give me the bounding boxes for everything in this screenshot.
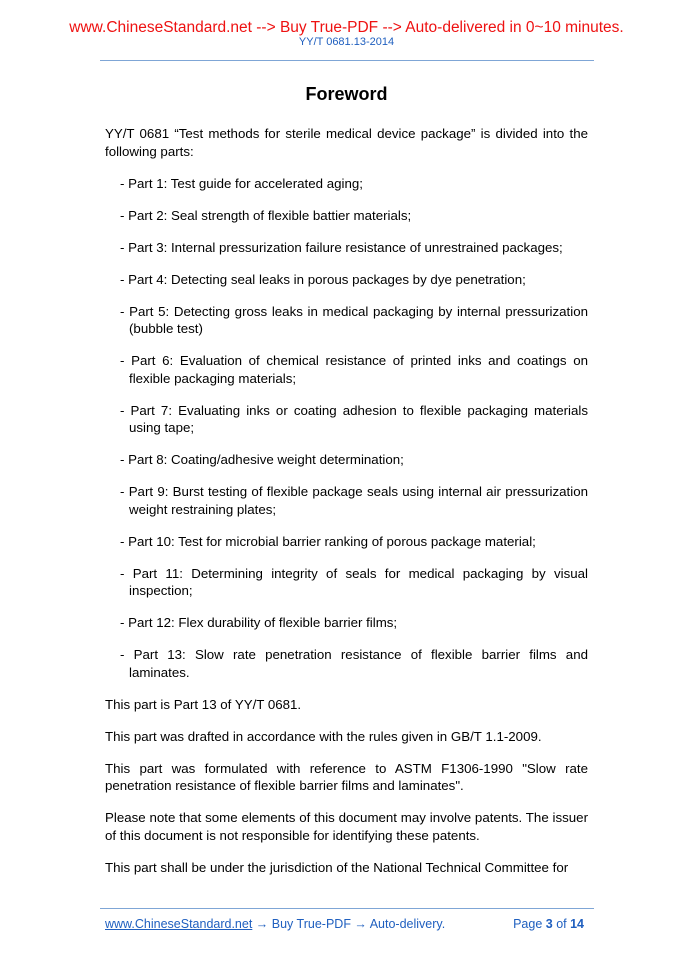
document-code: YY/T 0681.13-2014 (298, 36, 395, 48)
page-number (513, 916, 584, 932)
list-item: - Part 10: Test for microbial barrier ranking of porous package material; (120, 533, 536, 549)
list-item: - Part 9: Burst testing of flexible package seals using internal air pressurization weight restraining plates; (120, 484, 588, 517)
list-item: - Part 3: Internal pressurization failure resistance of unrestrained packages; (120, 239, 563, 255)
body-paragraph: This part was drafted in accordance with the rules given in GB/T 1.1-2009. (105, 728, 542, 744)
page-label: Page (513, 917, 546, 931)
body-paragraph: This part shall be under the jurisdiction of the National Technical Committee for (105, 859, 569, 875)
list-item: - Part 5: Detecting gross leaks in medical packaging by internal pressurization (bubble test) (120, 303, 588, 336)
list-item: - Part 6: Evaluation of chemical resistance of printed inks and coatings on flexible packaging materials; (120, 353, 588, 386)
list-item: - Part 12: Flex durability of flexible barrier films; (120, 615, 398, 630)
footer-links (105, 916, 445, 932)
arrow-icon: → (350, 917, 370, 931)
list-item: - Part 1: Test guide for accelerated aging; (120, 175, 363, 191)
promo-banner[interactable]: www.ChineseStandard.net --> Buy True-PDF --> Auto-delivered in 0~10 minutes. (69, 19, 624, 36)
body-paragraph: Please note that some elements of this document may involve patents. The issuer of this document is not responsible for identifying these patents. (105, 810, 588, 843)
list-item: - Part 11: Determining integrity of seals for medical packaging by visual inspection; (120, 565, 588, 598)
page-footer (105, 916, 588, 932)
body-paragraph: This part is Part 13 of YY/T 0681. (105, 696, 302, 712)
intro-paragraph: YY/T 0681 “Test methods for sterile medical device package” is divided into the following parts: (105, 126, 588, 159)
parts-list (105, 175, 588, 682)
footer-divider (100, 908, 594, 909)
auto-delivery-text: Auto-delivery. (369, 917, 446, 931)
document-body (105, 125, 588, 891)
current-page: 3 (545, 917, 553, 931)
list-item: - Part 4: Detecting seal leaks in porous packages by dye penetration; (120, 271, 526, 287)
site-link[interactable]: www.ChineseStandard.net (105, 917, 253, 931)
total-pages: 14 (570, 917, 584, 931)
page-of-label: of (552, 917, 571, 931)
header-divider (100, 60, 594, 61)
list-item: - Part 8: Coating/adhesive weight determination; (120, 452, 404, 467)
list-item: - Part 2: Seal strength of flexible battier materials; (120, 207, 412, 223)
body-paragraph: This part was formulated with reference to ASTM F1306-1990 "Slow rate penetration resistance of flexible barrier films and laminates". (105, 760, 588, 793)
list-item: - Part 13: Slow rate penetration resistance of flexible barrier films and laminates. (120, 647, 588, 680)
arrow-icon: → (252, 917, 272, 931)
buy-pdf-text: Buy True-PDF (271, 917, 351, 931)
list-item: - Part 7: Evaluating inks or coating adhesion to flexible packaging materials using tape; (120, 402, 588, 435)
page-title: Foreword (305, 84, 388, 104)
